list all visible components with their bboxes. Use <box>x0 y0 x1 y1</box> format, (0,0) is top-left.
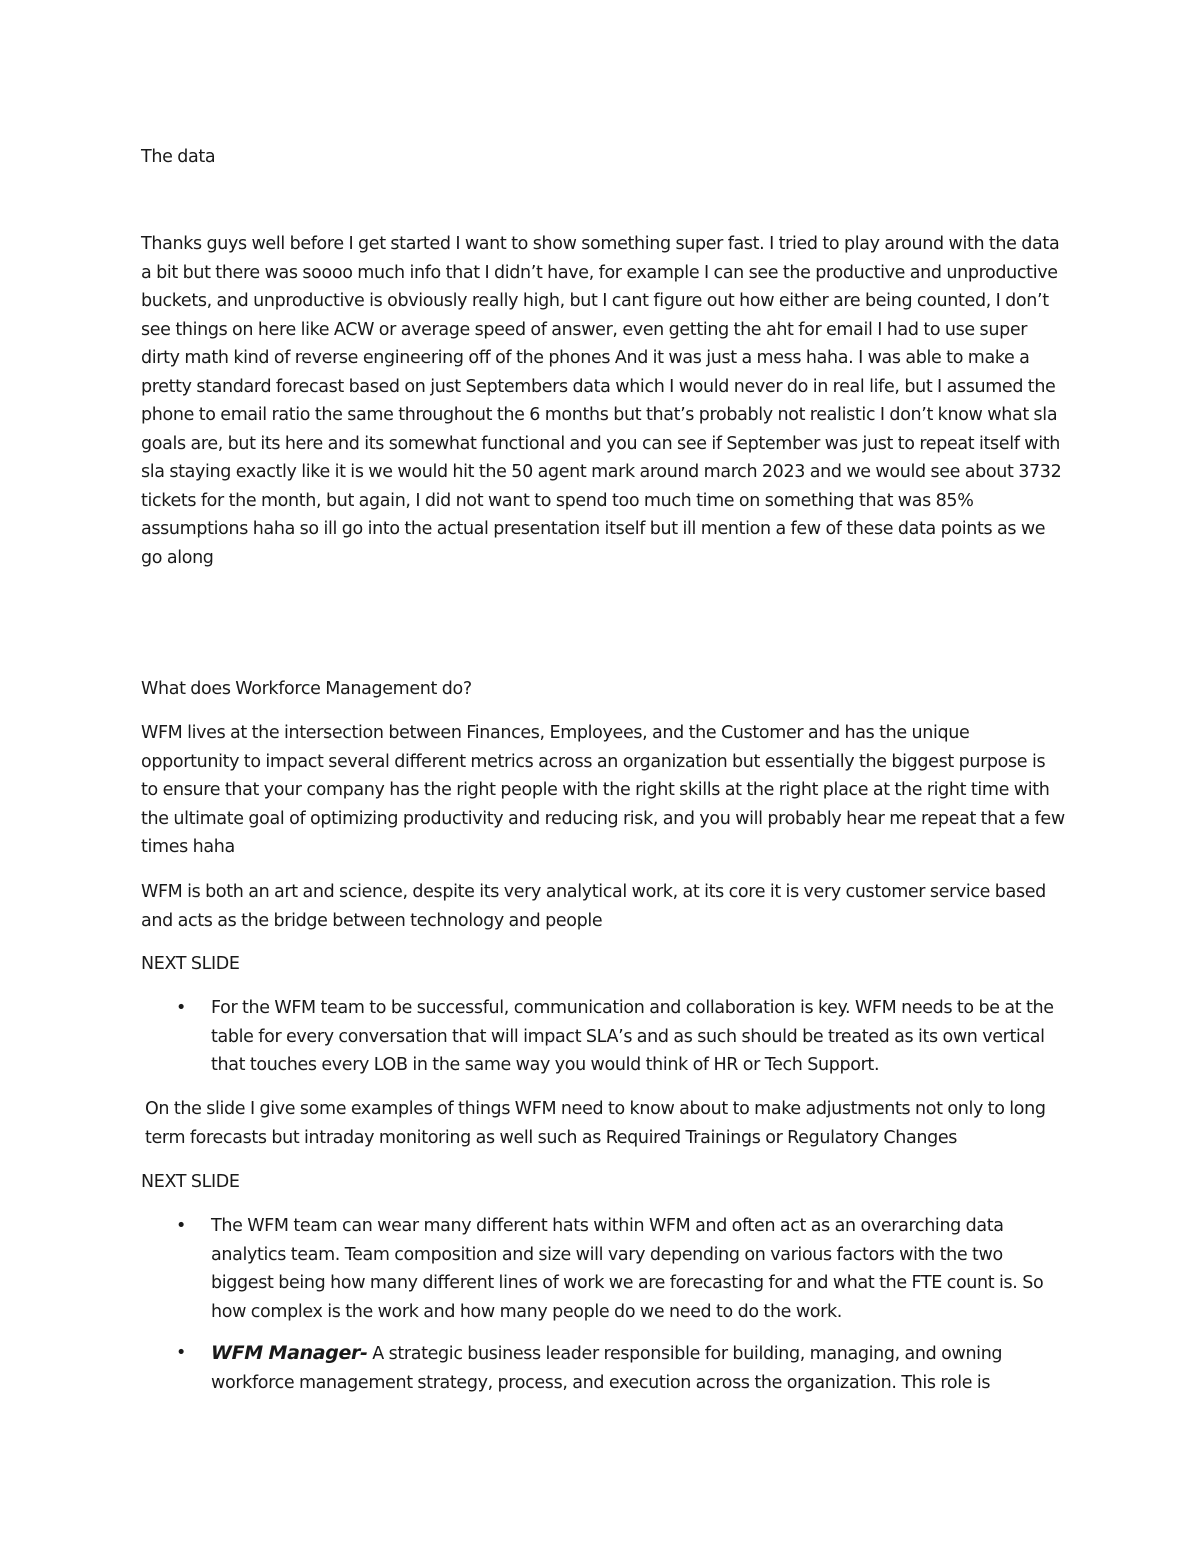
bullet-icon: • <box>176 1343 186 1363</box>
wfm-paragraph-2: WFM is both an art and science, despite its very analytical work, at its core it is very customer service based and acts as the bridge between technology and people <box>141 882 1046 931</box>
bullet-text: A strategic business leader responsible for building, managing, and owning workforce management strategy, process, and execution across the organization. This role is <box>211 1344 1003 1393</box>
bullet-list-1 <box>141 994 1066 1093</box>
next-slide-label-2: NEXT SLIDE <box>141 1172 240 1192</box>
intro-paragraph: Thanks guys well before I get started I want to show something super fast. I tried to play around with the data a bit but there was soooo much info that I didn’t have, for example I can see the productive and unproductive buckets, and unproductive is obviously really high, but I cant figure out how either are being counted, I don’t see things on here like ACW or average speed of answer, even getting the aht for email I had to use super dirty math kind of reverse engineering off of the phones And it was just a mess haha. I was able to make a pretty standard forecast based on just Septembers data which I would never do in real life, but I assumed the phone to email ratio the same throughout the 6 months but that’s probably not realistic I don’t know what sla goals are, but its here and its somewhat functional and you can see if September was just to repeat itself with sla staying exactly like it is we would hit the 50 agent mark around march 2023 and we would see about 3732 tickets for the month, but again, I did not want to spend too much time on something that was 85% assumptions haha so ill go into the actual presentation itself but ill mention a few of these data points as we go along <box>141 234 1062 568</box>
list-item <box>141 1339 1066 1397</box>
section-heading: What does Workforce Management do? <box>141 679 472 699</box>
slide-examples-paragraph: On the slide I give some examples of things WFM need to know about to make adjustments not only to long term forecasts but intraday monitoring as well such as Required Trainings or Regulatory Changes <box>145 1099 1046 1148</box>
next-slide-label-1: NEXT SLIDE <box>141 954 240 974</box>
bullet-icon: • <box>176 998 186 1018</box>
bullet-text: The WFM team can wear many different hats within WFM and often act as an overarching data analytics team. Team composition and size will vary depending on various factors with the two biggest being how many different lines of work we are forecasting for and what the FTE count is. So how complex is the work and how many people do we need to do the work. <box>211 1216 1044 1322</box>
page-heading: The data <box>141 147 216 167</box>
bullet-text: For the WFM team to be successful, communication and collaboration is key. WFM needs to be at the table for every conversation that will impact SLA’s and as such should be treated as its own vertical that touches every LOB in the same way you would think of HR or Tech Support. <box>211 998 1054 1075</box>
list-item <box>141 1212 1066 1326</box>
bullet-list-2 <box>141 1212 1066 1410</box>
wfm-paragraph-1: WFM lives at the intersection between Finances, Employees, and the Customer and has the unique opportunity to impact several different metrics across an organization but essentially the biggest purpose is to ensure that your company has the right people with the right skills at the right place at the right time with the ultimate goal of optimizing productivity and reducing risk, and you will probably hear me repeat that a few times haha <box>141 723 1065 857</box>
bullet-icon: • <box>176 1216 186 1236</box>
list-item <box>141 994 1066 1080</box>
role-title: WFM Manager- <box>211 1342 368 1364</box>
